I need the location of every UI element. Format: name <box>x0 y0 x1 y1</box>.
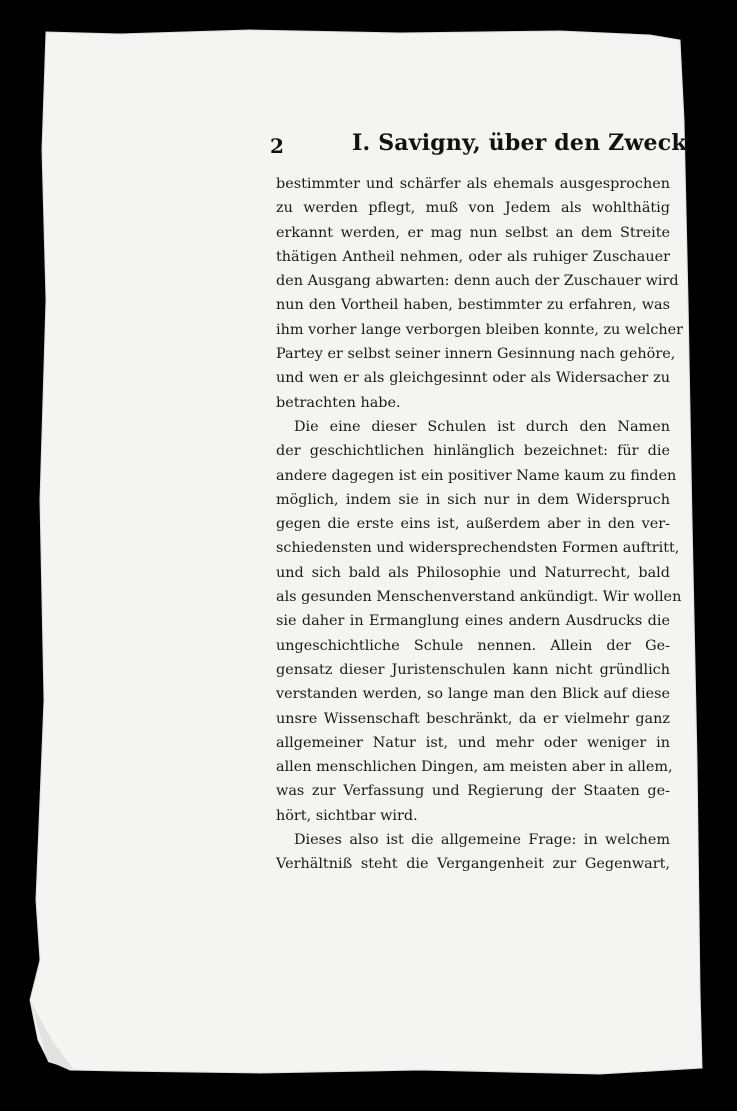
text-line: was zur Verfassung und Regierung der Staaten ge- <box>276 783 670 800</box>
page-header <box>270 128 687 164</box>
text-line: sie daher in Ermanglung eines andern Ausdrucks die <box>276 613 670 630</box>
text-line: Partey er selbst seiner innern Gesinnung nach gehöre, <box>276 346 676 363</box>
text-line: möglich, indem sie in sich nur in dem Widerspruch <box>276 491 670 508</box>
text-line: ihm vorher lange verborgen bleiben konnte, zu welcher <box>276 321 684 338</box>
text-line: thätigen Antheil nehmen, oder als ruhiger Zuschauer <box>276 248 670 265</box>
text-line: Verhältniß steht die Vergangenheit zur Gegenwart, <box>276 856 670 873</box>
text-line: als gesunden Menschenverstand ankündigt. Wir wollen <box>276 589 682 606</box>
text-line: und sich bald als Philosophie und Naturrecht, bald <box>276 564 670 581</box>
text-line: verstanden werden, so lange man den Blick auf diese <box>276 686 670 703</box>
text-line: Die eine dieser Schulen ist durch den Namen <box>294 418 670 435</box>
text-line: der geschichtlichen hinlänglich bezeichnet: für die <box>276 443 670 460</box>
text-line: andere dagegen ist ein positiver Name kaum zu finden <box>276 467 677 484</box>
running-head: I. Savigny, über den Zweck <box>352 130 687 156</box>
body-text <box>276 172 684 877</box>
text-line: gensatz dieser Juristenschulen kann nicht gründlich <box>276 661 670 678</box>
text-line: allgemeiner Natur ist, und mehr oder weniger in <box>276 734 670 751</box>
text-line: den Ausgang abwarten: denn auch der Zuschauer wird <box>276 273 679 290</box>
text-line: ungeschichtliche Schule nennen. Allein der Ge- <box>276 637 670 654</box>
text-line: hört, sichtbar wird. <box>276 807 418 824</box>
text-line: allen menschlichen Dingen, am meisten aber in allem, <box>276 759 673 776</box>
text-line: unsre Wissenschaft beschränkt, da er vielmehr ganz <box>276 710 670 727</box>
text-line: erkannt werden, er mag nun selbst an dem Streite <box>276 224 670 241</box>
text-line: bestimmter und schärfer als ehemals ausgesprochen <box>276 176 670 192</box>
text-line: und wen er als gleichgesinnt oder als Widersacher zu <box>276 370 670 387</box>
text-line: zu werden pflegt, muß von Jedem als wohlthätig <box>276 200 670 217</box>
page-number: 2 <box>270 134 284 158</box>
text-line: nun den Vortheil haben, bestimmter zu erfahren, was <box>276 297 670 314</box>
text-line: gegen die erste eins ist, außerdem aber in den ver- <box>276 516 670 533</box>
text-line: Dieses also ist die allgemeine Frage: in welchem <box>294 832 670 849</box>
text-line: schiedensten und widersprechendsten Formen auftritt, <box>276 540 680 557</box>
text-line: betrachten habe. <box>276 394 401 411</box>
